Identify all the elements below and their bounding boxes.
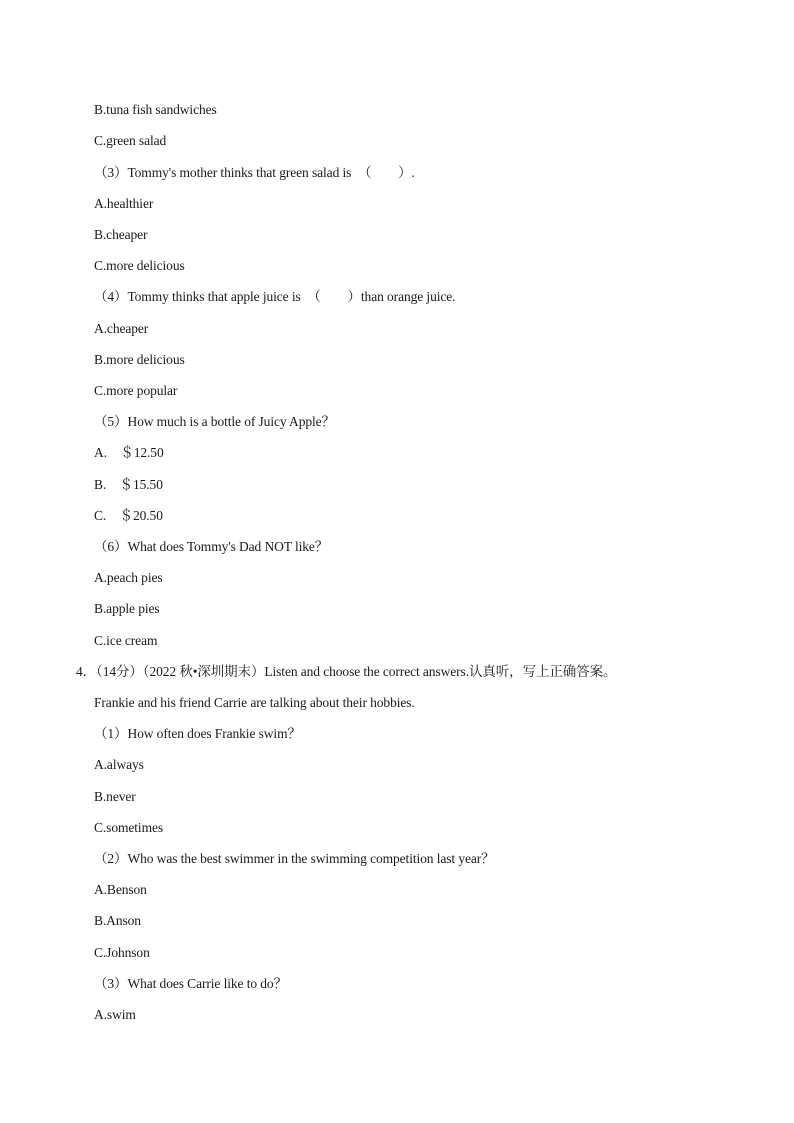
option-a-cheaper: A.cheaper bbox=[94, 321, 149, 336]
option-b-never: B.never bbox=[94, 789, 136, 804]
option-c-ice-cream: C.ice cream bbox=[94, 633, 158, 648]
question-6-dad-not-like: （6）What does Tommy's Dad NOT like？ bbox=[94, 539, 329, 554]
option-c-green-salad: C.green salad bbox=[94, 133, 167, 148]
question-3-green-salad: （3）Tommy's mother thinks that green salad is （ ）. bbox=[94, 165, 415, 180]
question-4-apple-juice: （4）Tommy thinks that apple juice is （ ）than orange juice. bbox=[94, 289, 456, 304]
option-b-tuna-fish-sandwiches: B.tuna fish sandwiches bbox=[94, 102, 217, 117]
option-c-johnson: C.Johnson bbox=[94, 945, 150, 960]
question-5-juicy-apple-price: （5）How much is a bottle of Juicy Apple？ bbox=[94, 414, 335, 429]
question-1-frankie-swim: （1）How often does Frankie swim？ bbox=[94, 726, 301, 741]
option-b-15-50: B. ＄15.50 bbox=[94, 477, 163, 492]
option-c-more-popular: C.more popular bbox=[94, 383, 178, 398]
option-a-healthier: A.healthier bbox=[94, 196, 154, 211]
option-a-swim: A.swim bbox=[94, 1007, 136, 1022]
option-a-always: A.always bbox=[94, 757, 144, 772]
option-c-more-delicious: C.more delicious bbox=[94, 258, 185, 273]
option-b-apple-pies: B.apple pies bbox=[94, 601, 160, 616]
option-c-sometimes: C.sometimes bbox=[94, 820, 164, 835]
section-4-heading: 4．（14分）（2022 秋•深圳期末）Listen and choose the correct answers.认真听，写上正确答案。 bbox=[76, 664, 617, 679]
section-4-intro: Frankie and his friend Carrie are talking about their hobbies. bbox=[94, 695, 415, 710]
option-b-anson: B.Anson bbox=[94, 913, 141, 928]
option-b-cheaper: B.cheaper bbox=[94, 227, 148, 242]
option-b-more-delicious: B.more delicious bbox=[94, 352, 185, 367]
option-c-20-50: C. ＄20.50 bbox=[94, 508, 163, 523]
option-a-benson: A.Benson bbox=[94, 882, 147, 897]
option-a-12-50: A. ＄12.50 bbox=[94, 445, 164, 460]
question-3-carrie-likes: （3）What does Carrie like to do？ bbox=[94, 976, 287, 991]
question-2-best-swimmer: （2）Who was the best swimmer in the swimming competition last year？ bbox=[94, 851, 495, 866]
option-a-peach-pies: A.peach pies bbox=[94, 570, 163, 585]
